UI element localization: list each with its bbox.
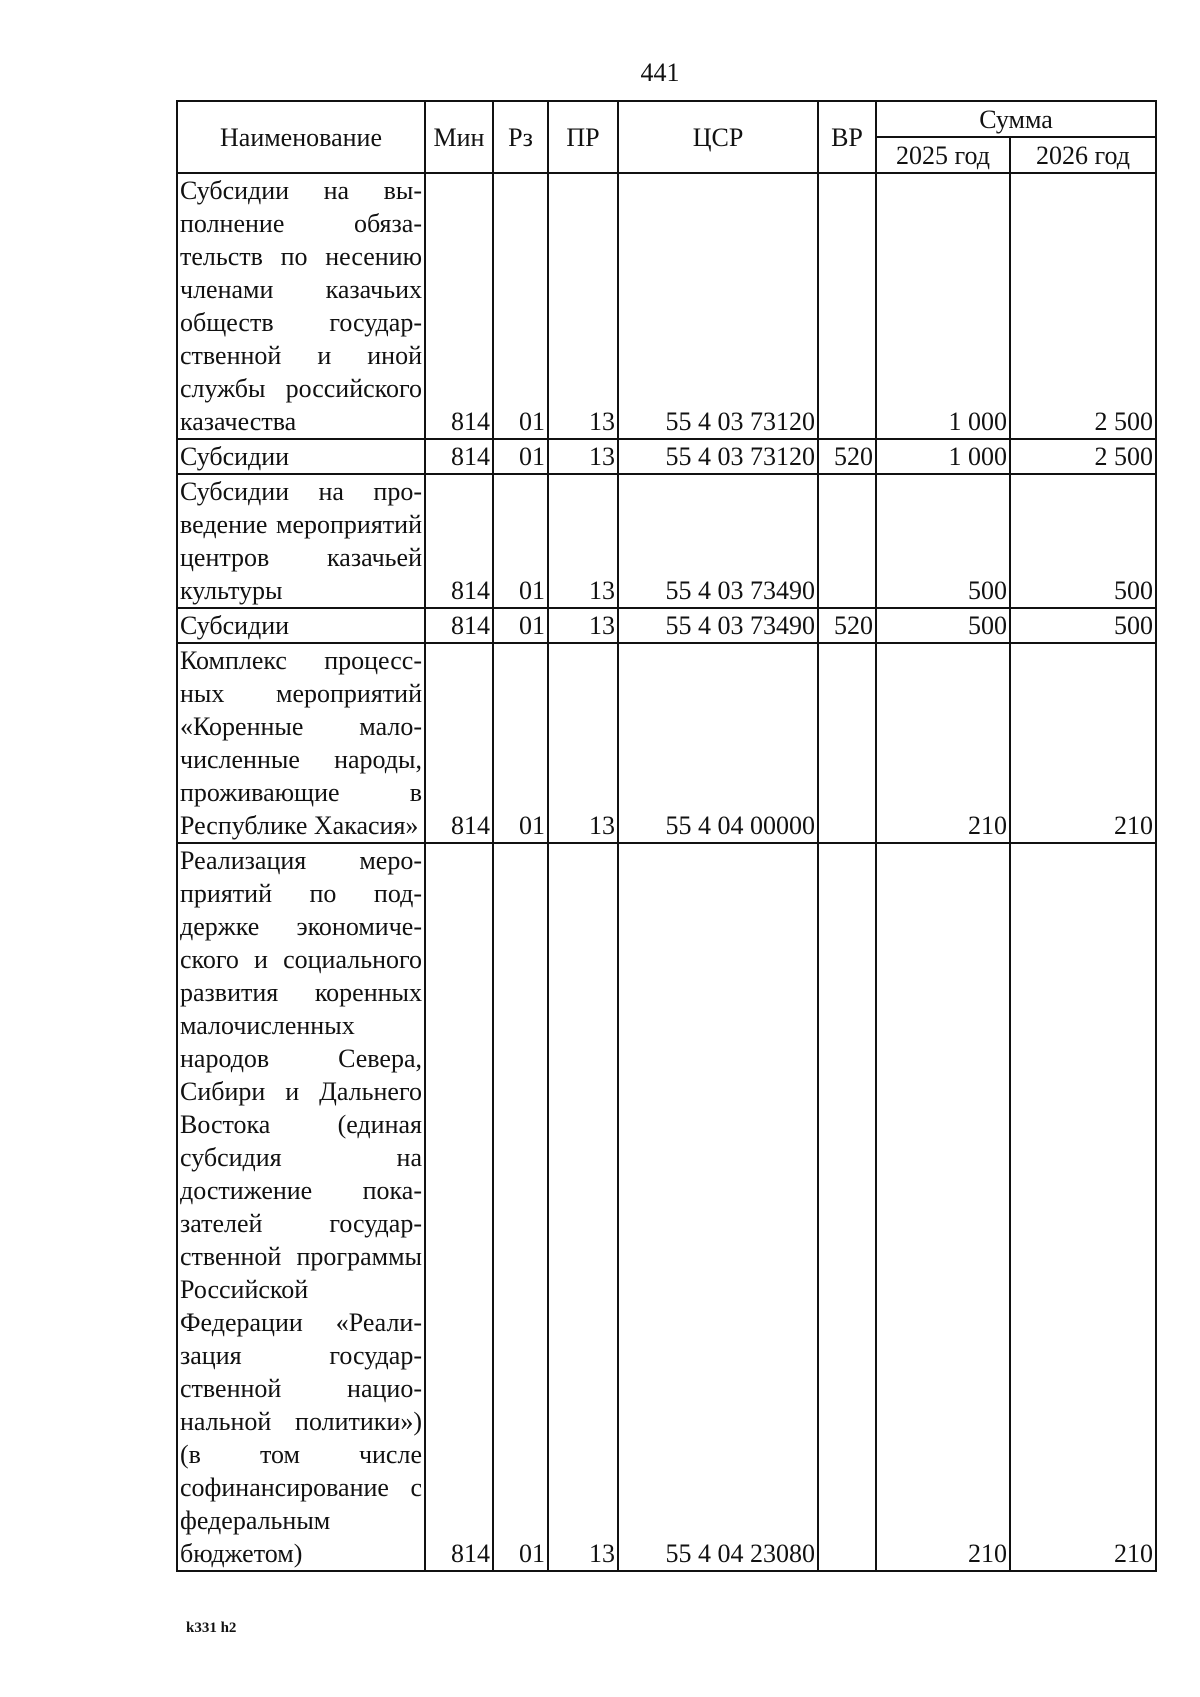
row-rz: 01: [493, 439, 548, 474]
header-name: Наименование: [177, 101, 425, 173]
table-row: [177, 474, 1156, 608]
row-sum-2025: 210: [876, 843, 1010, 1571]
header-rz: Рз: [493, 101, 548, 173]
row-sum-2025: 500: [876, 608, 1010, 643]
row-name: Субсидии: [177, 439, 425, 474]
row-vr: [818, 173, 876, 439]
row-sum-2026: 210: [1010, 643, 1156, 843]
row-pr: 13: [548, 439, 618, 474]
header-pr: ПР: [548, 101, 618, 173]
row-rz: 01: [493, 843, 548, 1571]
row-rz: 01: [493, 474, 548, 608]
row-sum-2026: 500: [1010, 474, 1156, 608]
row-rz: 01: [493, 643, 548, 843]
header-min: Мин: [425, 101, 493, 173]
row-rz: 01: [493, 173, 548, 439]
row-pr: 13: [548, 474, 618, 608]
budget-table: [176, 100, 1157, 1572]
row-name: Субсидии на проведение мероприятий центров казачьей культуры: [177, 474, 425, 608]
header-csr: ЦСР: [618, 101, 818, 173]
row-name: Субсидии на выполнение обязательств по несению членами казачьих обществ государственной и иной службы российского казачества: [177, 173, 425, 439]
row-csr: 55 4 03 73120: [618, 173, 818, 439]
row-min: 814: [425, 173, 493, 439]
row-sum-2025: 210: [876, 643, 1010, 843]
row-vr: [818, 474, 876, 608]
row-vr: 520: [818, 608, 876, 643]
row-min: 814: [425, 843, 493, 1571]
row-rz: 01: [493, 608, 548, 643]
row-pr: 13: [548, 173, 618, 439]
row-sum-2026: 210: [1010, 843, 1156, 1571]
page-number: 441: [640, 58, 680, 87]
budget-table-container: [176, 100, 1157, 1572]
header-year-2025: 2025 год: [876, 137, 1010, 173]
row-csr: 55 4 03 73490: [618, 474, 818, 608]
footer-document-code: k331 h2: [186, 1620, 237, 1636]
row-csr: 55 4 04 00000: [618, 643, 818, 843]
row-pr: 13: [548, 643, 618, 843]
table-row: [177, 643, 1156, 843]
row-sum-2025: 1 000: [876, 439, 1010, 474]
row-name: Реализация мероприятий по поддержке экономического и социального развития коренных малочисленных народов Севера, Сибири и Дальнего Востока (единая субсидия на достижение показателей государственной программы Российской Федерации «Реализация государственной национальной политики») (в том числе софинансирование с федеральным бюджетом): [177, 843, 425, 1571]
header-sum: Сумма: [876, 101, 1156, 137]
row-sum-2025: 500: [876, 474, 1010, 608]
table-row: [177, 173, 1156, 439]
row-vr: [818, 643, 876, 843]
table-row: [177, 439, 1156, 474]
row-min: 814: [425, 439, 493, 474]
row-name: Субсидии: [177, 608, 425, 643]
row-csr: 55 4 03 73490: [618, 608, 818, 643]
table-row: [177, 608, 1156, 643]
row-sum-2026: 500: [1010, 608, 1156, 643]
row-vr: 520: [818, 439, 876, 474]
header-vr: ВР: [818, 101, 876, 173]
row-csr: 55 4 04 23080: [618, 843, 818, 1571]
row-vr: [818, 843, 876, 1571]
row-name: Комплекс процессных мероприятий «Коренные малочисленные народы, проживающие в Республике Хакасия»: [177, 643, 425, 843]
row-min: 814: [425, 608, 493, 643]
row-min: 814: [425, 474, 493, 608]
header-year-2026: 2026 год: [1010, 137, 1156, 173]
row-sum-2025: 1 000: [876, 173, 1010, 439]
row-pr: 13: [548, 608, 618, 643]
row-min: 814: [425, 643, 493, 843]
row-sum-2026: 2 500: [1010, 173, 1156, 439]
table-row: [177, 843, 1156, 1571]
row-csr: 55 4 03 73120: [618, 439, 818, 474]
row-pr: 13: [548, 843, 618, 1571]
row-sum-2026: 2 500: [1010, 439, 1156, 474]
